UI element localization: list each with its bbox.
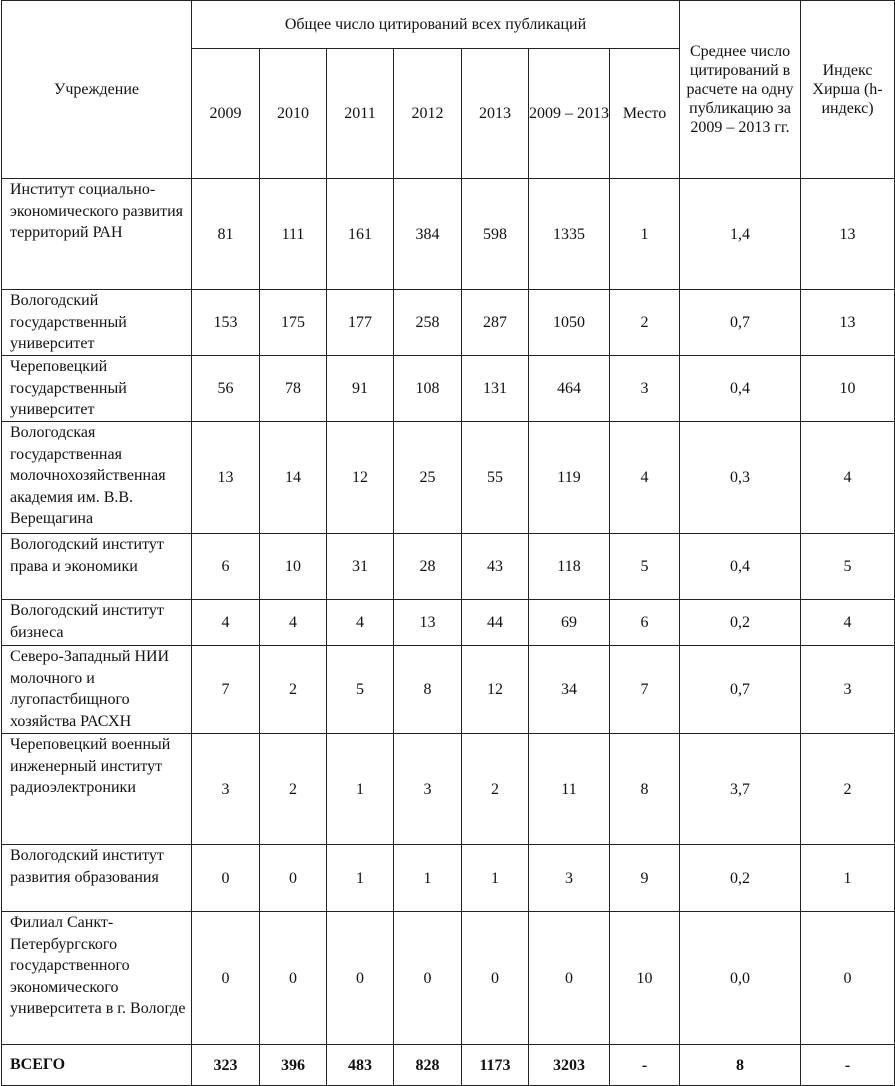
citations-2012: 25 (394, 422, 462, 534)
citation-table (1, 0, 895, 1086)
hirsch-index: 0 (801, 912, 895, 1045)
total-average: 8 (680, 1045, 801, 1086)
hirsch-index: 5 (801, 534, 895, 600)
citations-2012: 13 (394, 600, 462, 646)
citations-2010: 175 (260, 290, 327, 356)
citations-2011: 12 (327, 422, 394, 534)
citations-2010: 2 (260, 734, 327, 845)
citations-2013: 0 (462, 912, 529, 1045)
citations-2011: 161 (327, 179, 394, 290)
citations-2011: 5 (327, 646, 394, 734)
citations-2011: 1 (327, 734, 394, 845)
citations-2009: 6 (192, 534, 260, 600)
citations-2009: 81 (192, 179, 260, 290)
header-average-citations: Среднее число цитирований в расчете на одну публикацию за 2009 – 2013 гг. (680, 1, 801, 179)
citations-total: 1050 (529, 290, 610, 356)
total-hirsch: - (801, 1045, 895, 1086)
citations-2009: 4 (192, 600, 260, 646)
citations-total: 118 (529, 534, 610, 600)
institution-name: Вологодская государственная молочнохозяйственная академия им. В.В. Верещагина (2, 422, 192, 534)
citations-2013: 1 (462, 845, 529, 912)
citations-2012: 384 (394, 179, 462, 290)
citations-2013: 598 (462, 179, 529, 290)
hirsch-index: 4 (801, 422, 895, 534)
average-citations: 3,7 (680, 734, 801, 845)
total-label: ВСЕГО (2, 1045, 192, 1086)
citations-2009: 0 (192, 912, 260, 1045)
total-2009-2013: 3203 (529, 1045, 610, 1086)
citations-2012: 8 (394, 646, 462, 734)
citations-total: 3 (529, 845, 610, 912)
citations-2013: 44 (462, 600, 529, 646)
citations-total: 119 (529, 422, 610, 534)
citations-total: 34 (529, 646, 610, 734)
hirsch-index: 2 (801, 734, 895, 845)
institution-name: Череповецкий военный инженерный институт радиоэлектроники (2, 734, 192, 845)
citations-2011: 0 (327, 912, 394, 1045)
average-citations: 0,0 (680, 912, 801, 1045)
table-row (2, 845, 895, 912)
citations-2009: 7 (192, 646, 260, 734)
institution-name: Череповецкий государственный университет (2, 356, 192, 422)
citations-2009: 56 (192, 356, 260, 422)
place: 2 (610, 290, 680, 356)
citations-2011: 31 (327, 534, 394, 600)
table-row (2, 179, 895, 290)
place: 5 (610, 534, 680, 600)
citations-2009: 153 (192, 290, 260, 356)
citations-total: 11 (529, 734, 610, 845)
table-row (2, 356, 895, 422)
total-2009: 323 (192, 1045, 260, 1086)
hirsch-index: 13 (801, 290, 895, 356)
place: 8 (610, 734, 680, 845)
table-row (2, 534, 895, 600)
table-row (2, 290, 895, 356)
citations-2013: 287 (462, 290, 529, 356)
citations-2010: 14 (260, 422, 327, 534)
header-year-2009: 2009 (192, 49, 260, 179)
citations-2012: 28 (394, 534, 462, 600)
institution-name: Северо-Западный НИИ молочного и лугопастбищного хозяйства РАСХН (2, 646, 192, 734)
place: 10 (610, 912, 680, 1045)
average-citations: 1,4 (680, 179, 801, 290)
citations-2010: 0 (260, 912, 327, 1045)
header-year-2010: 2010 (260, 49, 327, 179)
header-years-2009-2013: 2009 – 2013 (529, 49, 610, 179)
citations-2013: 43 (462, 534, 529, 600)
citations-2009: 13 (192, 422, 260, 534)
place: 9 (610, 845, 680, 912)
total-2012: 828 (394, 1045, 462, 1086)
table-row (2, 422, 895, 534)
place: 7 (610, 646, 680, 734)
place: 4 (610, 422, 680, 534)
citations-total: 0 (529, 912, 610, 1045)
average-citations: 0,7 (680, 646, 801, 734)
citations-2011: 177 (327, 290, 394, 356)
citations-2013: 131 (462, 356, 529, 422)
citations-2013: 55 (462, 422, 529, 534)
average-citations: 0,7 (680, 290, 801, 356)
citations-total: 69 (529, 600, 610, 646)
institution-name: Вологодский государственный университет (2, 290, 192, 356)
citations-2011: 91 (327, 356, 394, 422)
hirsch-index: 1 (801, 845, 895, 912)
place: 6 (610, 600, 680, 646)
hirsch-index: 13 (801, 179, 895, 290)
citations-total: 1335 (529, 179, 610, 290)
citations-total: 464 (529, 356, 610, 422)
citations-2009: 3 (192, 734, 260, 845)
header-year-2012: 2012 (394, 49, 462, 179)
place: 3 (610, 356, 680, 422)
citations-2012: 1 (394, 845, 462, 912)
institution-name: Вологодский институт права и экономики (2, 534, 192, 600)
hirsch-index: 4 (801, 600, 895, 646)
table-row-total (2, 1045, 895, 1086)
citations-2010: 10 (260, 534, 327, 600)
institution-name: Вологодский институт развития образования (2, 845, 192, 912)
header-institution: Учреждение (2, 1, 192, 179)
average-citations: 0,4 (680, 534, 801, 600)
citations-2010: 78 (260, 356, 327, 422)
header-year-2011: 2011 (327, 49, 394, 179)
total-2010: 396 (260, 1045, 327, 1086)
hirsch-index: 10 (801, 356, 895, 422)
citations-2012: 3 (394, 734, 462, 845)
table-row (2, 646, 895, 734)
average-citations: 0,2 (680, 845, 801, 912)
citations-2012: 258 (394, 290, 462, 356)
total-2013: 1173 (462, 1045, 529, 1086)
citations-2010: 111 (260, 179, 327, 290)
citations-2013: 12 (462, 646, 529, 734)
institution-name: Вологодский институт бизнеса (2, 600, 192, 646)
citations-2011: 1 (327, 845, 394, 912)
header-hirsch-index: Индекс Хирша (h-индекс) (801, 1, 895, 179)
header-total-citations: Общее число цитирований всех публикаций (192, 1, 680, 49)
table-row (2, 600, 895, 646)
citations-2010: 2 (260, 646, 327, 734)
header-place: Место (610, 49, 680, 179)
table-row (2, 912, 895, 1045)
citations-2009: 0 (192, 845, 260, 912)
average-citations: 0,4 (680, 356, 801, 422)
header-year-2013: 2013 (462, 49, 529, 179)
hirsch-index: 3 (801, 646, 895, 734)
total-2011: 483 (327, 1045, 394, 1086)
place: 1 (610, 179, 680, 290)
citations-2013: 2 (462, 734, 529, 845)
citations-2012: 0 (394, 912, 462, 1045)
citations-2012: 108 (394, 356, 462, 422)
average-citations: 0,2 (680, 600, 801, 646)
total-place: - (610, 1045, 680, 1086)
table-row (2, 734, 895, 845)
citations-2011: 4 (327, 600, 394, 646)
citations-2010: 0 (260, 845, 327, 912)
institution-name: Филиал Санкт-Петербургского государственного экономического университета в г. Вологде (2, 912, 192, 1045)
citations-2010: 4 (260, 600, 327, 646)
institution-name: Институт социально-экономического развития территорий РАН (2, 179, 192, 290)
average-citations: 0,3 (680, 422, 801, 534)
